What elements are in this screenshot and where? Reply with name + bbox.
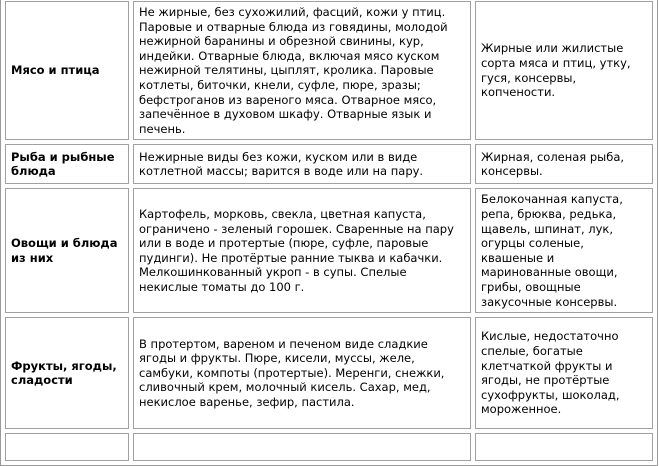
category-cell: Фрукты, ягоды, сладости [5, 317, 129, 429]
table-row [5, 144, 653, 184]
allowed-foods-cell: В протертом, вареном и печеном виде сладкие ягоды и фрукты. Пюре, кисели, муссы, желе, самбуки, компоты (протертые). Меренги, снежки, сливочный крем, молочный кисель. Сахар, мед, некислое варенье, зефир, пастила. [133, 317, 471, 429]
category-cell: Овощи и блюда из них [5, 188, 129, 313]
forbidden-foods-cell: Жирная, соленая рыба, консервы. [475, 144, 653, 184]
allowed-foods-cell: Не жирные, без сухожилий, фасций, кожи у птиц. Паровые и отварные блюда из говядины, молодой нежирной баранины и обрезной свинины, кур, индейки. Отварные блюда, включая мясо куском нежирной телятины, цыплят, кролика. Паровые котлеты, биточки, кнели, суфле, пюре, зразы; бефстроганов из вареного мяса. Отварное мясо, запечённое в духовом шкафу. Отварные язык и печень. [133, 1, 471, 140]
allowed-foods-cell: Нежирные виды без кожи, куском или в виде котлетной массы; варится в воде или на пару. [133, 144, 471, 184]
forbidden-foods-cell: Жирные или жилистые сорта мяса и птиц, утку, гуся, консервы, копчености. [475, 1, 653, 140]
empty-cell [5, 433, 129, 461]
forbidden-foods-cell: Кислые, недостаточно спелые, богатые клетчаткой фрукты и ягоды, не протёртые сухофрукты, шоколад, мороженное. [475, 317, 653, 429]
table-row [5, 317, 653, 429]
forbidden-foods-cell: Белокочанная капуста, репа, брюква, редька, щавель, шпинат, лук, огурцы соленые, квашеные и маринованные овощи, грибы, овощные закусочные консервы. [475, 188, 653, 313]
table-row [5, 1, 653, 140]
allowed-foods-cell: Картофель, морковь, свекла, цветная капуста, ограничено - зеленый горошек. Сваренные на пару или в воде и протертые (пюре, суфле, паровые пудинги). Не протёртые ранние тыква и кабачки. Мелкошинкованный укроп - в супы. Спелые некислые томаты до 100 г. [133, 188, 471, 313]
table-row [5, 188, 653, 313]
category-cell: Мясо и птица [5, 1, 129, 140]
table-row [5, 433, 653, 461]
empty-cell [475, 433, 653, 461]
empty-cell [133, 433, 471, 461]
category-cell: Рыба и рыбные блюда [5, 144, 129, 184]
